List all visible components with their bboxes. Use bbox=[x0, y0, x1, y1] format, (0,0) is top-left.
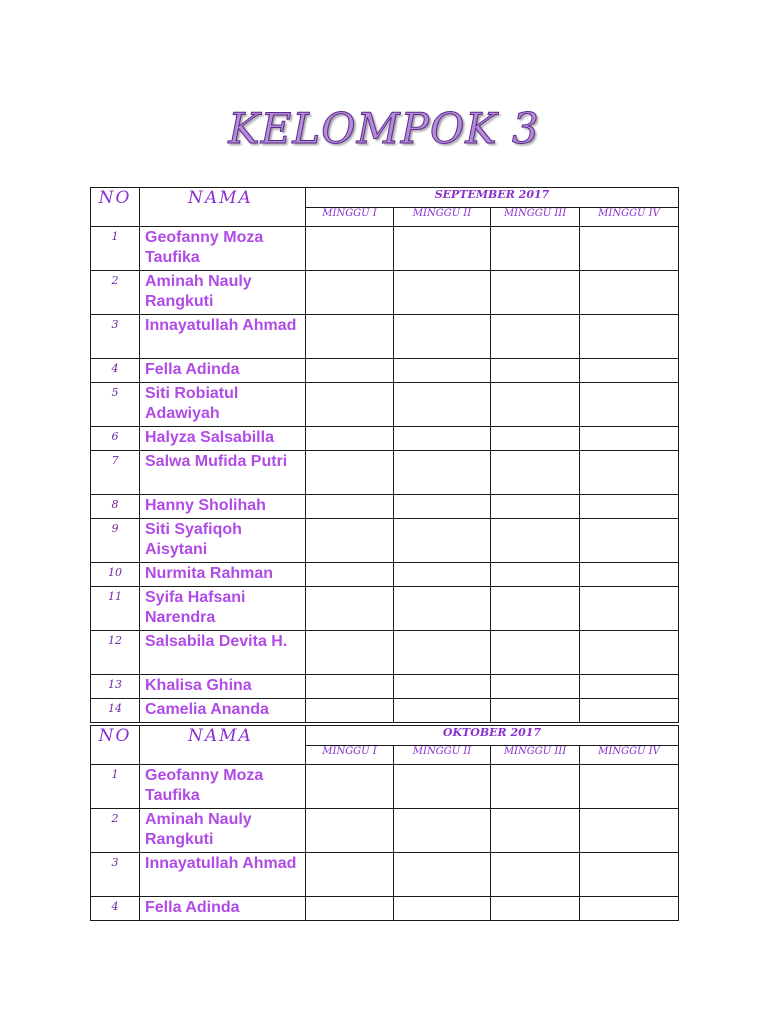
row-number: 6 bbox=[91, 427, 140, 451]
attendance-cell[interactable] bbox=[491, 563, 580, 587]
header-no: NO bbox=[91, 188, 140, 227]
table-row bbox=[91, 563, 679, 587]
attendance-cell[interactable] bbox=[580, 271, 679, 315]
page-title: KELOMPOK 3 bbox=[228, 104, 540, 153]
attendance-cell[interactable] bbox=[491, 587, 580, 631]
attendance-cell[interactable] bbox=[306, 699, 394, 723]
header-week-4: MINGGU IV bbox=[580, 746, 679, 765]
attendance-cell[interactable] bbox=[306, 495, 394, 519]
header-no: NO bbox=[91, 726, 140, 765]
header-week-1: MINGGU I bbox=[306, 208, 394, 227]
attendance-cell[interactable] bbox=[491, 519, 580, 563]
attendance-cell[interactable] bbox=[306, 631, 394, 675]
attendance-cell[interactable] bbox=[306, 315, 394, 359]
attendance-cell[interactable] bbox=[491, 631, 580, 675]
attendance-cell[interactable] bbox=[580, 383, 679, 427]
row-number: 1 bbox=[91, 227, 140, 271]
attendance-cell[interactable] bbox=[394, 563, 491, 587]
attendance-cell[interactable] bbox=[394, 271, 491, 315]
attendance-cell[interactable] bbox=[394, 383, 491, 427]
attendance-cell[interactable] bbox=[580, 495, 679, 519]
table-row bbox=[91, 853, 679, 897]
header-week-3: MINGGU III bbox=[491, 208, 580, 227]
row-name: Fella Adinda bbox=[140, 359, 306, 383]
header-month: SEPTEMBER 2017 bbox=[306, 188, 679, 208]
row-name: Halyza Salsabilla bbox=[140, 427, 306, 451]
row-number: 2 bbox=[91, 809, 140, 853]
header-nama: NAMA bbox=[140, 188, 306, 227]
attendance-cell[interactable] bbox=[306, 853, 394, 897]
attendance-cell[interactable] bbox=[580, 765, 679, 809]
attendance-cell[interactable] bbox=[394, 315, 491, 359]
attendance-table-oktober bbox=[90, 725, 679, 921]
attendance-cell[interactable] bbox=[580, 809, 679, 853]
attendance-cell[interactable] bbox=[580, 631, 679, 675]
attendance-cell[interactable] bbox=[580, 587, 679, 631]
attendance-cell[interactable] bbox=[306, 519, 394, 563]
row-name: Fella Adinda bbox=[140, 897, 306, 921]
attendance-cell[interactable] bbox=[394, 853, 491, 897]
attendance-cell[interactable] bbox=[491, 699, 580, 723]
attendance-cell[interactable] bbox=[306, 271, 394, 315]
attendance-cell[interactable] bbox=[306, 359, 394, 383]
attendance-cell[interactable] bbox=[580, 315, 679, 359]
row-name: Innayatullah Ahmad bbox=[140, 315, 306, 359]
attendance-cell[interactable] bbox=[491, 897, 580, 921]
attendance-cell[interactable] bbox=[306, 809, 394, 853]
row-name: Camelia Ananda bbox=[140, 699, 306, 723]
table-row bbox=[91, 495, 679, 519]
attendance-cell[interactable] bbox=[394, 631, 491, 675]
attendance-cell[interactable] bbox=[580, 563, 679, 587]
attendance-cell[interactable] bbox=[394, 765, 491, 809]
row-number: 8 bbox=[91, 495, 140, 519]
table-row bbox=[91, 519, 679, 563]
attendance-cell[interactable] bbox=[491, 495, 580, 519]
row-number: 5 bbox=[91, 383, 140, 427]
row-name: Siti Robiatul Adawiyah bbox=[140, 383, 306, 427]
attendance-cell[interactable] bbox=[306, 765, 394, 809]
attendance-cell[interactable] bbox=[491, 383, 580, 427]
header-nama: NAMA bbox=[140, 726, 306, 765]
row-name: Innayatullah Ahmad bbox=[140, 853, 306, 897]
header-week-2: MINGGU II bbox=[394, 746, 491, 765]
attendance-cell[interactable] bbox=[491, 809, 580, 853]
row-number: 9 bbox=[91, 519, 140, 563]
header-week-4: MINGGU IV bbox=[580, 208, 679, 227]
attendance-cell[interactable] bbox=[306, 383, 394, 427]
row-name: Aminah Nauly Rangkuti bbox=[140, 271, 306, 315]
row-name: Aminah Nauly Rangkuti bbox=[140, 809, 306, 853]
attendance-cell[interactable] bbox=[580, 359, 679, 383]
row-name: Nurmita Rahman bbox=[140, 563, 306, 587]
attendance-cell[interactable] bbox=[394, 495, 491, 519]
attendance-cell[interactable] bbox=[306, 675, 394, 699]
attendance-cell[interactable] bbox=[580, 227, 679, 271]
table-row bbox=[91, 587, 679, 631]
table-row bbox=[91, 271, 679, 315]
attendance-cell[interactable] bbox=[306, 587, 394, 631]
row-number: 12 bbox=[91, 631, 140, 675]
attendance-cell[interactable] bbox=[491, 451, 580, 495]
attendance-cell[interactable] bbox=[580, 897, 679, 921]
row-number: 3 bbox=[91, 315, 140, 359]
header-month: OKTOBER 2017 bbox=[306, 726, 679, 746]
row-name: Siti Syafiqoh Aisytani bbox=[140, 519, 306, 563]
attendance-cell[interactable] bbox=[394, 519, 491, 563]
attendance-cell[interactable] bbox=[394, 451, 491, 495]
attendance-cell[interactable] bbox=[394, 359, 491, 383]
row-number: 13 bbox=[91, 675, 140, 699]
table-row bbox=[91, 631, 679, 675]
table-row bbox=[91, 315, 679, 359]
attendance-cell[interactable] bbox=[580, 675, 679, 699]
attendance-cell[interactable] bbox=[491, 315, 580, 359]
attendance-cell[interactable] bbox=[394, 675, 491, 699]
table-row bbox=[91, 699, 679, 723]
row-name: Salsabila Devita H. bbox=[140, 631, 306, 675]
row-name: Salwa Mufida Putri bbox=[140, 451, 306, 495]
table-body bbox=[91, 765, 679, 921]
table-row bbox=[91, 427, 679, 451]
header-week-3: MINGGU III bbox=[491, 746, 580, 765]
attendance-cell[interactable] bbox=[394, 809, 491, 853]
row-number: 3 bbox=[91, 853, 140, 897]
row-name: Geofanny Moza Taufika bbox=[140, 765, 306, 809]
attendance-cell[interactable] bbox=[394, 587, 491, 631]
attendance-cell[interactable] bbox=[394, 699, 491, 723]
table-row bbox=[91, 809, 679, 853]
row-name: Syifa Hafsani Narendra bbox=[140, 587, 306, 631]
attendance-cell[interactable] bbox=[491, 853, 580, 897]
row-number: 1 bbox=[91, 765, 140, 809]
attendance-cell[interactable] bbox=[394, 227, 491, 271]
attendance-cell[interactable] bbox=[491, 427, 580, 451]
row-number: 4 bbox=[91, 897, 140, 921]
table-row bbox=[91, 359, 679, 383]
table-row bbox=[91, 897, 679, 921]
row-name: Geofanny Moza Taufika bbox=[140, 227, 306, 271]
header-week-2: MINGGU II bbox=[394, 208, 491, 227]
table-body bbox=[91, 227, 679, 723]
row-number: 14 bbox=[91, 699, 140, 723]
row-name: Hanny Sholihah bbox=[140, 495, 306, 519]
attendance-cell[interactable] bbox=[491, 765, 580, 809]
attendance-cell[interactable] bbox=[306, 451, 394, 495]
attendance-cell[interactable] bbox=[491, 675, 580, 699]
row-number: 2 bbox=[91, 271, 140, 315]
attendance-cell[interactable] bbox=[394, 897, 491, 921]
table-row bbox=[91, 765, 679, 809]
row-number: 4 bbox=[91, 359, 140, 383]
attendance-cell[interactable] bbox=[306, 897, 394, 921]
attendance-cell[interactable] bbox=[491, 227, 580, 271]
attendance-table-september bbox=[90, 187, 679, 723]
attendance-cell[interactable] bbox=[491, 271, 580, 315]
header-week-1: MINGGU I bbox=[306, 746, 394, 765]
attendance-cell[interactable] bbox=[306, 563, 394, 587]
attendance-cell[interactable] bbox=[580, 699, 679, 723]
table-row bbox=[91, 451, 679, 495]
attendance-cell[interactable] bbox=[580, 853, 679, 897]
attendance-cell[interactable] bbox=[580, 519, 679, 563]
table-row bbox=[91, 383, 679, 427]
attendance-cell[interactable] bbox=[580, 451, 679, 495]
attendance-cell[interactable] bbox=[491, 359, 580, 383]
attendance-cell[interactable] bbox=[580, 427, 679, 451]
row-name: Khalisa Ghina bbox=[140, 675, 306, 699]
attendance-cell[interactable] bbox=[306, 427, 394, 451]
row-number: 10 bbox=[91, 563, 140, 587]
table-row bbox=[91, 227, 679, 271]
table-row bbox=[91, 675, 679, 699]
row-number: 11 bbox=[91, 587, 140, 631]
attendance-cell[interactable] bbox=[394, 427, 491, 451]
attendance-cell[interactable] bbox=[306, 227, 394, 271]
row-number: 7 bbox=[91, 451, 140, 495]
